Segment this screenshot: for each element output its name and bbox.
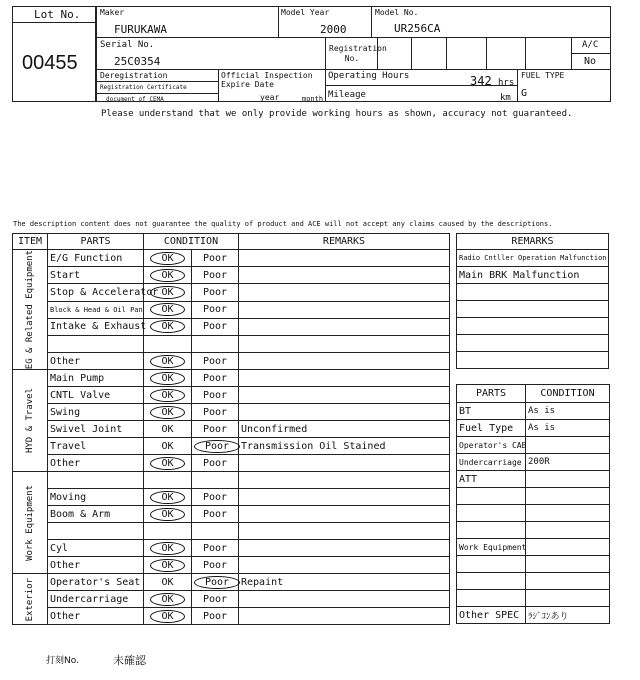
parts-panel-condition — [526, 573, 610, 590]
parts-panel-condition — [526, 488, 610, 505]
part-cell: Boom & Arm — [48, 506, 144, 523]
table-row — [13, 404, 450, 421]
remark-cell: Repaint — [239, 574, 450, 591]
parts-panel-part — [457, 573, 526, 590]
table-row — [13, 387, 450, 404]
ok-cell — [144, 608, 192, 625]
poor-option: Poor — [194, 576, 240, 589]
remarks-panel — [456, 233, 609, 369]
ok-cell — [144, 438, 192, 455]
poor-cell — [192, 608, 239, 625]
parts-panel-part — [457, 522, 526, 539]
ok-cell — [144, 267, 192, 284]
parts-panel-part — [457, 505, 526, 522]
table-row — [13, 301, 450, 318]
ok-cell — [144, 387, 192, 404]
ok-cell — [144, 370, 192, 387]
poor-cell — [192, 404, 239, 421]
serial-label: Serial No. — [100, 40, 155, 50]
poor-option: Poor — [202, 406, 228, 418]
parts-row — [457, 573, 610, 590]
parts-panel-condition — [526, 437, 610, 454]
part-cell — [48, 472, 144, 489]
parts-panel-condition — [526, 522, 610, 539]
table-row — [13, 540, 450, 557]
parts-row — [457, 454, 610, 471]
item-group-cell — [13, 574, 48, 625]
item-group-label: EG & Related Equipment — [25, 250, 35, 370]
ok-option: OK — [150, 508, 184, 521]
parts-row — [457, 437, 610, 454]
poor-cell — [192, 455, 239, 472]
parts-panel-part: Undercarriage — [457, 454, 526, 471]
table-row — [13, 489, 450, 506]
remark-cell — [239, 250, 450, 267]
part-cell: Intake & Exhaust — [48, 318, 144, 335]
ok-cell — [144, 472, 192, 489]
poor-cell — [192, 506, 239, 523]
part-cell: E/G Function — [48, 250, 144, 267]
parts-row — [457, 420, 610, 437]
remark-cell: Unconfirmed — [239, 421, 450, 438]
remarks-row — [457, 352, 609, 369]
remark-cell — [239, 608, 450, 625]
remarks-row — [457, 318, 609, 335]
poor-cell — [192, 301, 239, 318]
ac-label: A/C — [582, 40, 599, 50]
remark-cell — [239, 506, 450, 523]
year-label: year — [260, 93, 280, 102]
model-year-value: 2000 — [320, 23, 347, 36]
part-cell: Operator's Seat — [48, 574, 144, 591]
ok-cell — [144, 335, 192, 352]
ok-cell — [144, 404, 192, 421]
poor-cell — [192, 370, 239, 387]
part-cell: Swing — [48, 404, 144, 421]
poor-cell — [192, 318, 239, 335]
inspection-label: Official Inspection Expire Date — [221, 71, 313, 89]
remark-cell — [239, 267, 450, 284]
parts-panel-condition: As is — [526, 403, 610, 420]
item-group-cell — [13, 370, 48, 472]
part-cell: Stop & Accelerator — [48, 284, 144, 301]
poor-cell — [192, 591, 239, 608]
parts-panel-part: Operator's CAB — [457, 437, 526, 454]
part-cell: Cyl — [48, 540, 144, 557]
ok-cell — [144, 284, 192, 301]
poor-cell — [192, 284, 239, 301]
condition-header: CONDITION — [144, 234, 239, 250]
reg-cert-label: Registration Certificate — [100, 84, 187, 91]
stamp-value: 未確認 — [113, 654, 146, 667]
parts-panel-condition — [526, 471, 610, 488]
poor-cell — [192, 267, 239, 284]
table-row — [13, 506, 450, 523]
table-row — [13, 455, 450, 472]
table-row — [13, 608, 450, 625]
remark-cell — [239, 591, 450, 608]
ok-option: OK — [150, 559, 184, 572]
parts-row — [457, 590, 610, 607]
operating-hours-label: Operating Hours — [328, 71, 410, 81]
ok-option: OK — [150, 610, 184, 623]
poor-option: Poor — [202, 321, 228, 333]
parts-panel-parts-header: PARTS — [457, 385, 526, 403]
model-year-label: Model Year — [281, 8, 330, 17]
remarks-line — [457, 352, 609, 369]
ok-cell — [144, 455, 192, 472]
poor-cell — [192, 421, 239, 438]
remark-cell — [239, 523, 450, 540]
remark-cell — [239, 455, 450, 472]
ok-cell — [144, 250, 192, 267]
part-cell: Swivel Joint — [48, 421, 144, 438]
serial-value: 25C0354 — [114, 55, 161, 68]
operating-hours-value: 342 — [470, 74, 492, 88]
table-row — [13, 318, 450, 335]
parts-row — [457, 403, 610, 420]
poor-option: Poor — [202, 286, 228, 298]
part-cell: Start — [48, 267, 144, 284]
poor-option: Poor — [202, 457, 228, 469]
poor-cell — [192, 574, 239, 591]
cema-label: document of CEMA — [106, 96, 164, 103]
parts-panel-part: ATT — [457, 471, 526, 488]
inspection-table — [12, 233, 450, 625]
ok-option: OK — [150, 593, 184, 606]
model-no-label: Model No. — [375, 8, 419, 17]
item-group-cell — [13, 472, 48, 574]
poor-option: Poor — [202, 491, 228, 503]
parts-panel-condition: As is — [526, 420, 610, 437]
remark-cell — [239, 353, 450, 370]
part-cell: CNTL Valve — [48, 387, 144, 404]
ok-cell — [144, 574, 192, 591]
ok-option: OK — [150, 542, 184, 555]
ok-option: OK — [150, 355, 184, 368]
poor-option: Poor — [202, 610, 228, 622]
poor-option: Poor — [202, 389, 228, 401]
poor-cell — [192, 250, 239, 267]
item-group-label: Exterior — [25, 577, 35, 621]
table-row — [13, 591, 450, 608]
fuel-type-value: G — [521, 88, 528, 99]
poor-cell — [192, 489, 239, 506]
table-row — [13, 557, 450, 574]
poor-option: Poor — [202, 252, 228, 264]
lot-number: 00455 — [22, 52, 78, 74]
part-cell: Other — [48, 557, 144, 574]
parts-panel-condition-header: CONDITION — [526, 385, 610, 403]
part-cell — [48, 335, 144, 352]
ok-cell — [144, 540, 192, 557]
deregistration-label: Deregistration — [100, 71, 168, 80]
ok-option: OK — [161, 423, 174, 435]
remark-cell — [239, 335, 450, 352]
ok-option: OK — [161, 440, 174, 452]
km-unit: km — [500, 93, 511, 103]
parts-row — [457, 522, 610, 539]
table-row — [13, 370, 450, 387]
ok-option: OK — [150, 252, 184, 265]
remark-cell — [239, 318, 450, 335]
table-row — [13, 574, 450, 591]
ok-option: OK — [150, 491, 184, 504]
poor-option: Poor — [202, 269, 228, 281]
poor-option: Poor — [202, 372, 228, 384]
parts-row — [457, 488, 610, 505]
part-cell: Main Pump — [48, 370, 144, 387]
remarks-line: Main BRK Malfunction — [457, 267, 609, 284]
ok-cell — [144, 301, 192, 318]
ok-cell — [144, 353, 192, 370]
part-cell: Other — [48, 455, 144, 472]
poor-option: Poor — [202, 423, 228, 435]
parts-panel-part — [457, 590, 526, 607]
remark-cell — [239, 472, 450, 489]
item-group-label: HYD & Travel — [25, 388, 35, 454]
parts-header: PARTS — [48, 234, 144, 250]
parts-row — [457, 505, 610, 522]
description-notice: The description content does not guarantee the quality of product and ACE will not accept any claims caused by the descriptions. — [13, 220, 553, 228]
mileage-label: Mileage — [328, 90, 366, 100]
remarks-header: REMARKS — [239, 234, 450, 250]
remarks-row — [457, 267, 609, 284]
parts-panel-condition: ﾗｼﾞｺﾝあり — [526, 607, 610, 624]
table-row — [13, 353, 450, 370]
model-no-value: UR256CA — [394, 22, 441, 35]
part-cell: Undercarriage — [48, 591, 144, 608]
poor-cell — [192, 353, 239, 370]
table-row — [13, 438, 450, 455]
parts-panel-part — [457, 556, 526, 573]
remarks-row — [457, 301, 609, 318]
remarks-row — [457, 250, 609, 267]
ok-option: OK — [150, 406, 184, 419]
poor-cell — [192, 387, 239, 404]
table-row — [13, 421, 450, 438]
parts-panel — [456, 384, 610, 624]
ok-option: OK — [150, 303, 184, 316]
table-row — [13, 267, 450, 284]
ac-value: No — [584, 56, 597, 67]
ok-cell — [144, 523, 192, 540]
item-group-cell — [13, 250, 48, 370]
remark-cell — [239, 404, 450, 421]
remarks-panel-header: REMARKS — [457, 234, 609, 250]
poor-option: Poor — [202, 508, 228, 520]
ok-option: OK — [150, 286, 184, 299]
hours-notice: Please understand that we only provide working hours as shown, accuracy not guaranteed. — [101, 109, 573, 119]
parts-panel-condition — [526, 505, 610, 522]
remark-cell — [239, 557, 450, 574]
remarks-line — [457, 284, 609, 301]
parts-panel-part — [457, 488, 526, 505]
lot-label: Lot No. — [34, 8, 81, 21]
remark-cell — [239, 370, 450, 387]
month-label: month — [302, 95, 324, 103]
parts-row — [457, 556, 610, 573]
ok-option: OK — [150, 269, 184, 282]
ok-cell — [144, 557, 192, 574]
ok-option: OK — [150, 389, 184, 402]
poor-option: Poor — [194, 440, 240, 453]
parts-panel-condition — [526, 556, 610, 573]
poor-option: Poor — [202, 559, 228, 571]
part-cell: Moving — [48, 489, 144, 506]
remarks-row — [457, 284, 609, 301]
ok-cell — [144, 489, 192, 506]
part-cell: Other — [48, 353, 144, 370]
poor-cell — [192, 472, 239, 489]
remark-cell — [239, 387, 450, 404]
parts-panel-condition — [526, 539, 610, 556]
table-row — [13, 335, 450, 352]
remark-cell — [239, 284, 450, 301]
stamp-label: 打刻No. — [46, 656, 79, 666]
hrs-unit: hrs — [498, 78, 515, 88]
remark-cell — [239, 540, 450, 557]
parts-row — [457, 539, 610, 556]
poor-option: Poor — [202, 593, 228, 605]
ok-cell — [144, 506, 192, 523]
part-cell: Other — [48, 608, 144, 625]
poor-cell — [192, 540, 239, 557]
registration-no-label: Registration No. — [329, 44, 387, 63]
parts-row — [457, 471, 610, 488]
part-cell — [48, 523, 144, 540]
remark-cell — [239, 489, 450, 506]
poor-option: Poor — [202, 355, 228, 367]
parts-panel-part: Fuel Type — [457, 420, 526, 437]
table-row — [13, 250, 450, 267]
ok-option: OK — [150, 320, 184, 333]
parts-panel-condition — [526, 590, 610, 607]
remark-cell — [239, 301, 450, 318]
remarks-line — [457, 318, 609, 335]
poor-cell — [192, 438, 239, 455]
lot-divider — [12, 22, 96, 23]
table-row — [13, 523, 450, 540]
ok-option: OK — [161, 576, 174, 588]
remarks-row — [457, 335, 609, 352]
parts-panel-condition: 200R — [526, 454, 610, 471]
item-group-label: Work Equipment — [25, 484, 35, 561]
poor-option: Poor — [202, 542, 228, 554]
remarks-line — [457, 335, 609, 352]
parts-panel-part: Other SPEC — [457, 607, 526, 624]
part-cell: Travel — [48, 438, 144, 455]
remarks-line: Radio Cntller Operation Malfunction — [457, 250, 609, 267]
remarks-line — [457, 301, 609, 318]
maker-label: Maker — [100, 8, 125, 17]
poor-option: Poor — [202, 304, 228, 316]
poor-cell — [192, 523, 239, 540]
fuel-type-label: FUEL TYPE — [521, 71, 565, 80]
parts-panel-part: Work Equipment — [457, 539, 526, 556]
ok-option: OK — [150, 457, 184, 470]
poor-cell — [192, 557, 239, 574]
table-row — [13, 284, 450, 301]
remark-cell: Transmission Oil Stained — [239, 438, 450, 455]
poor-cell — [192, 335, 239, 352]
parts-row — [457, 607, 610, 624]
ok-cell — [144, 591, 192, 608]
ok-cell — [144, 421, 192, 438]
parts-panel-part: BT — [457, 403, 526, 420]
maker-value: FURUKAWA — [114, 23, 167, 36]
part-cell: Block & Head & Oil Pan — [48, 301, 144, 318]
item-header: ITEM — [13, 234, 48, 250]
ok-option: OK — [150, 372, 184, 385]
ok-cell — [144, 318, 192, 335]
table-row — [13, 472, 450, 489]
